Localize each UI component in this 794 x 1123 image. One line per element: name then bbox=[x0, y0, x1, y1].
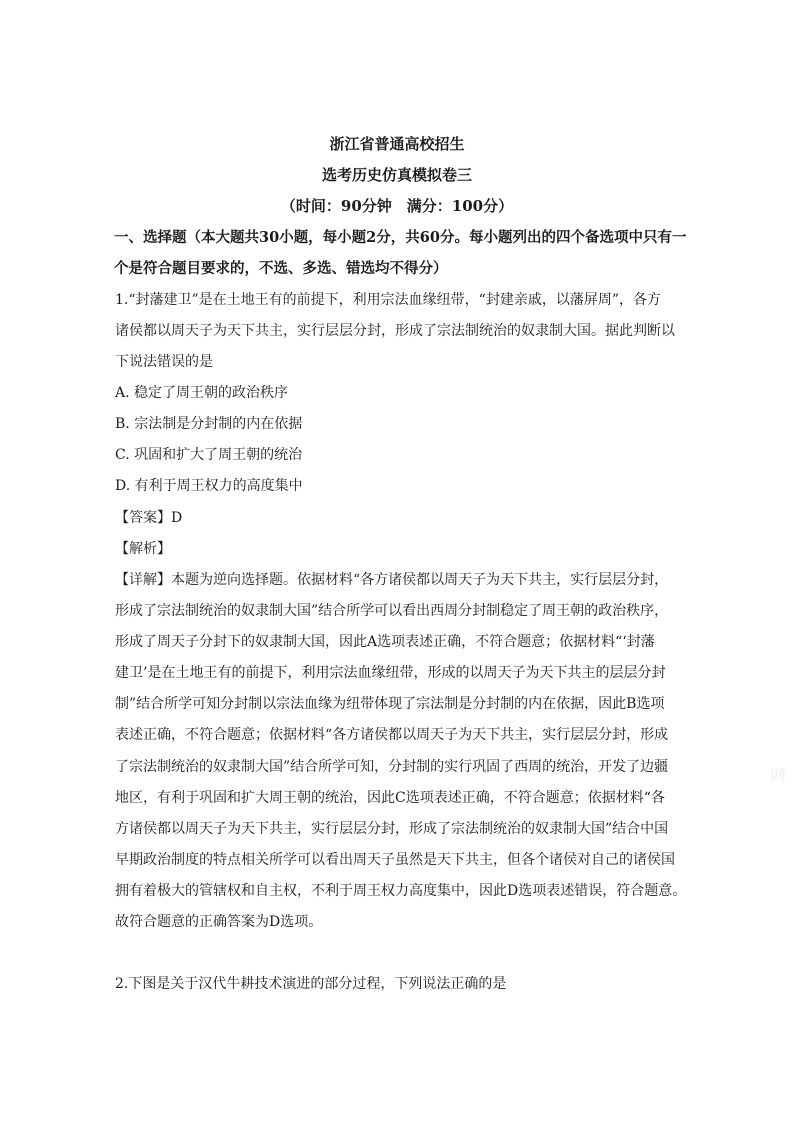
q1-explanation-line-6: 表述正确，不符合题意；依据材料“各方诸侯都以周天子为天下共主，实行层层分封，形成 bbox=[115, 727, 669, 743]
section-heading-line-2: 个是符合题目要求的，不选、多选、错选均不得分） bbox=[114, 260, 448, 277]
q1-explanation-line-10: 早期政治制度的特点相关所学可以看出周天子虽然是天下共主，但各个诸侯对自己的诸侯国 bbox=[115, 852, 675, 868]
q1-explanation-line-1: 【详解】本题为逆向选择题。依据材料“各方诸侯都以周天子为天下共主，实行层层分封， bbox=[115, 572, 669, 588]
q1-stem-line-1: 1.“封藩建卫”是在土地王有的前提下，利用宗法血缘纽带，“封建亲戚，以藩屏周”，各方 bbox=[115, 292, 661, 308]
section-heading-line-1: 一、选择题（本大题共30小题，每小题2分，共60分。每小题列出的四个备选项中只有一 bbox=[114, 229, 687, 246]
q1-explanation-line-9: 方诸侯都以周天子为天下共主，实行层层分封，形成了宗法制统治的奴隶制大国”结合中国 bbox=[115, 821, 669, 837]
q1-explanation-line-7: 了宗法制统治的奴隶制大国”结合所学可知，分封制的实行巩固了西周的统治，开发了边疆 bbox=[115, 759, 669, 775]
q1-explanation-line-12: 故符合题意的正确答案为D选项。 bbox=[115, 914, 323, 930]
q1-option-d: D. 有利于周王权力的高度集中 bbox=[115, 478, 303, 494]
exam-subtitle: 选考历史仿真模拟卷三 bbox=[321, 166, 472, 184]
q1-explanation-line-8: 地区，有利于巩固和扩大周王朝的统治，因此C选项表述正确，不符合题意；依据材料“各 bbox=[115, 790, 665, 806]
q1-option-b: B. 宗法制是分封制的内在依据 bbox=[115, 416, 303, 432]
q1-stem-line-3: 下说法错误的是 bbox=[115, 354, 213, 370]
exam-time-score: （时间：90分钟 满分：100分） bbox=[280, 197, 514, 215]
watermark: 网 bbox=[769, 766, 786, 785]
q2-stem: 2.下图是关于汉代牛耕技术演进的部分过程，下列说法正确的是 bbox=[115, 976, 507, 992]
q1-explanation-line-4: 建卫’是在土地王有的前提下，利用宗法血缘纽带，形成的以周天子为天下共主的层层分封 bbox=[115, 665, 666, 681]
q1-explanation-line-2: 形成了宗法制统治的奴隶制大国”结合所学可以看出西周分封制稳定了周王朝的政治秩序， bbox=[115, 603, 669, 619]
q1-explanation-line-11: 拥有着极大的管辖权和自主权，不利于周王权力高度集中，因此D选项表述错误，符合题意。 bbox=[115, 883, 687, 899]
q1-explanation-line-5: 制”结合所学可知分封制以宗法血缘为纽带体现了宗法制是分封制的内在依据，因此B选项 bbox=[115, 696, 665, 712]
q1-option-a: A. 稳定了周王朝的政治秩序 bbox=[115, 385, 289, 401]
q1-option-c: C. 巩固和扩大了周王朝的统治 bbox=[115, 447, 303, 463]
q1-answer: 【答案】D bbox=[115, 510, 183, 526]
exam-title: 浙江省普通高校招生 bbox=[329, 135, 465, 153]
q1-explanation-line-3: 形成了周天子分封下的奴隶制大国，因此A选项表述正确，不符合题意；依据材料“‘封藩 bbox=[115, 634, 655, 650]
q1-stem-line-2: 诸侯都以周天子为天下共主，实行层层分封，形成了宗法制统治的奴隶制大国。据此判断以 bbox=[115, 323, 675, 339]
q1-analysis-label: 【解析】 bbox=[115, 541, 171, 557]
